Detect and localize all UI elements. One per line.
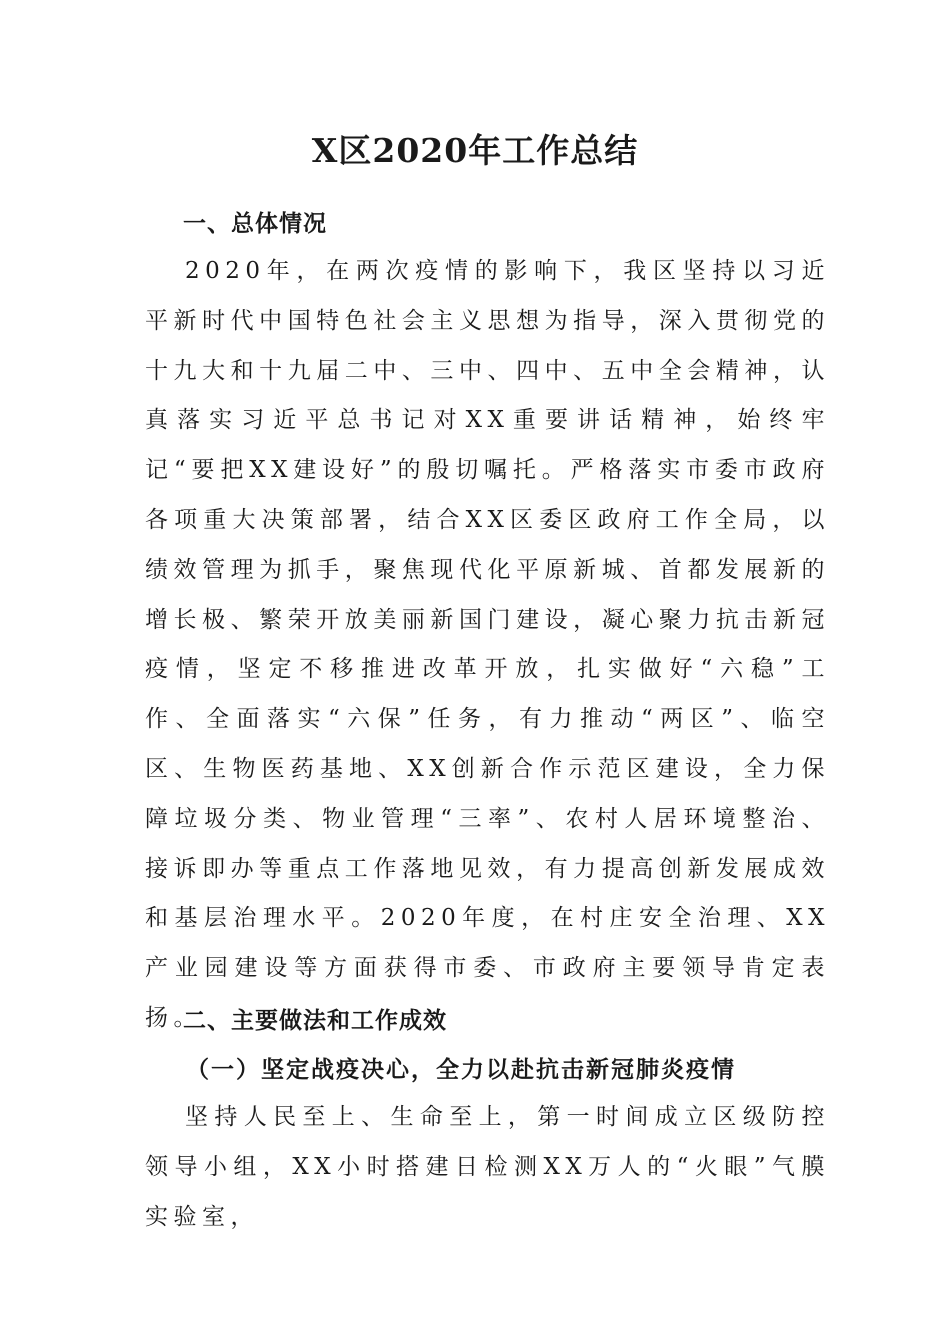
section-heading-overview: 一、总体情况	[183, 211, 327, 237]
section-heading-main-practices: 二、主要做法和工作成效	[183, 1008, 447, 1034]
document-title: X区2020年工作总结	[311, 131, 639, 170]
section-paragraph-epidemic: 坚持人民至上、生命至上，第一时间成立区级防控领导小组，XX小时搭建日检测XX万人的“火眼”气膜实验室，	[145, 1104, 830, 1230]
section-paragraph-overview: 2020年，在两次疫情的影响下，我区坚持以习近平新时代中国特色社会主义思想为指导，深入贯彻党的十九大和十九届二中、三中、四中、五中全会精神，认真落实习近平总书记对XX重要讲话精神，始终牢记“要把XX建设好”的殷切嘱托。严格落实市委市政府各项重大决策部署，结合XX区委区政府工作全局，以绩效管理为抓手，聚焦现代化平原新城、首都发展新的增长极、繁荣开放美丽新国门建设，凝心聚力抗击新冠疫情，坚定不移推进改革开放，扎实做好“六稳”工作、全面落实“六保”任务，有力推动“两区”、临空区、生物医药基地、XX创新合作示范区建设，全力保障垃圾分类、物业管理“三率”、农村人居环境整治、接诉即办等重点工作落地见效，有力提高创新发展成效和基层治理水平。2020年度，在村庄安全治理、XX产业园建设等方面获得市委、市政府主要领导肯定表扬。	[145, 258, 830, 1031]
subsection-heading-epidemic: （一）坚定战疫决心，全力以赴抗击新冠肺炎疫情	[186, 1056, 736, 1083]
